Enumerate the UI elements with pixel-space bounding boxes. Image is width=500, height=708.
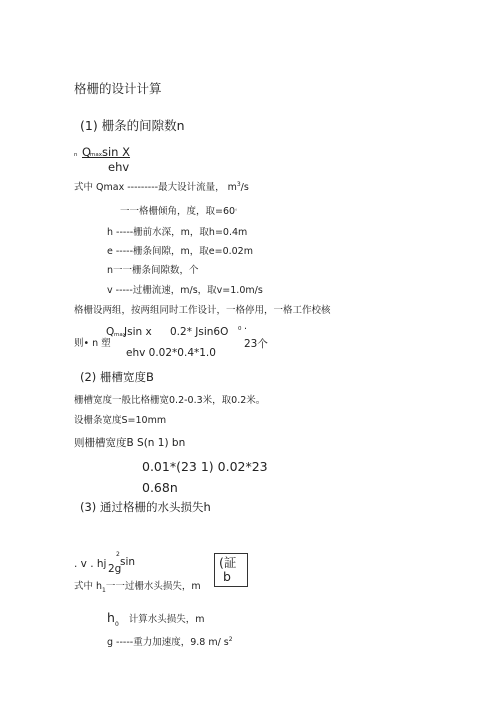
- formula-numerator-q: Q: [82, 145, 92, 159]
- calc-num-left-rest: Jsin x: [124, 326, 152, 338]
- where-line: [74, 182, 249, 193]
- formula-numerator-rest: sin X: [102, 145, 131, 159]
- calc-denominator: ehv 0.02*0.4*1.0: [126, 347, 216, 359]
- section3-heading: (3) 通过格栅的水头损失h: [80, 500, 211, 514]
- where-unit-exp: 3: [236, 181, 241, 188]
- section2-calc1: 0.01*(23 1) 0.02*23: [142, 459, 268, 474]
- calc-num-right: 0.2* Jsin6O: [170, 326, 229, 338]
- def-h: h -----栅前水深，m，取h=0.4m: [107, 227, 248, 238]
- line3-text: g -----重力加速度，9.8 m/ s: [107, 637, 229, 649]
- formula-prefix: n: [74, 152, 78, 158]
- calc-num-left-sub: max: [114, 332, 126, 338]
- design-note: 格栅设两组，按两组同时工作设计，一格停用，一格工作校核: [74, 305, 331, 316]
- formula3-exp: 2: [116, 551, 120, 558]
- box-top: (証: [219, 555, 237, 570]
- section3-line3: [107, 637, 233, 648]
- section1-heading: (1) 栅条的间隙数n: [80, 118, 185, 133]
- calc-num-right-sup: 0: [238, 326, 242, 332]
- calc-prefix: 则• n 塑: [74, 338, 111, 349]
- section3-line2: [107, 609, 205, 628]
- section2-calc2: 0.68n: [142, 480, 178, 495]
- where-unit-tail: /s: [240, 182, 249, 194]
- formula-numerator-sub: max: [90, 152, 102, 158]
- line2-rest: 计算水头损失，m: [128, 614, 205, 625]
- line3-exp: 2: [228, 636, 233, 643]
- formula-denominator: ehv: [108, 160, 130, 174]
- line2-h: h: [107, 610, 115, 625]
- def-angle-tail: 。: [235, 205, 242, 212]
- line1-prefix: 式中 h: [74, 581, 103, 592]
- box-bottom: b: [223, 569, 231, 584]
- calc-result: 23个: [244, 338, 268, 350]
- section3-line1: [74, 582, 201, 594]
- line1-rest: 一一过栅水头损失，m: [105, 581, 201, 592]
- calc-dot: ·: [244, 324, 248, 335]
- def-n: n一一栅条间隙数，个: [107, 265, 199, 276]
- def-e: e -----栅条间隙，m，取e=0.02m: [107, 246, 253, 257]
- def-angle-text: 一一格栅倾角，度，取=60: [120, 206, 236, 218]
- section2-line1: 栅槽宽度一般比格栅宽0.2-0.3米，取0.2米。: [74, 395, 266, 406]
- where-prefix: 式中 Qmax ---------最大设计流量， m: [74, 182, 237, 194]
- calc-num-left-q: Q: [106, 326, 115, 338]
- def-angle: [120, 206, 241, 217]
- section2-heading: (2) 栅槽宽度B: [80, 370, 154, 384]
- formula3-box: [214, 553, 248, 587]
- line1-sub: 1: [102, 586, 106, 594]
- def-v: v -----过栅流速，m/s，取v=1.0m/s: [107, 285, 263, 296]
- section2-line2: 设栅条宽度S=10mm: [74, 415, 167, 426]
- formula3-left: . v . hj: [74, 558, 107, 570]
- section2-line3: 则栅槽宽度B S(n 1) bn: [74, 437, 186, 449]
- formula3-sin: sin: [120, 556, 136, 568]
- formula3-denom: 2g: [108, 563, 122, 575]
- line2-sub: 0: [114, 621, 119, 629]
- page-title: 格栅的设计计算: [74, 81, 162, 96]
